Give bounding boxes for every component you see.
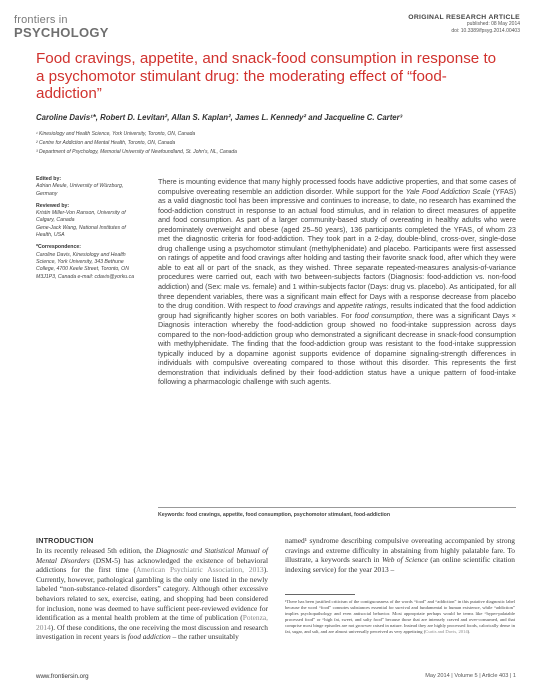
affiliation: ³ Department of Psychology, Memorial University of Newfoundland, St. John's, NL, Canada [36, 149, 237, 155]
correspondence-label: *Correspondence: [36, 244, 81, 251]
footnote-text: ). [467, 629, 471, 635]
body-text: ). Of these conditions, the one receiving the most discussion and research investigation in recent years is [36, 622, 268, 642]
body-emphasis: Diagnostic and Statistical Manual of Mental Disorders [36, 546, 268, 565]
body-text: – the rather unsuitably [170, 632, 239, 642]
footnote [285, 599, 515, 636]
author-list: Caroline Davis¹*, Robert D. Levitan², Allan S. Kaplan², James L. Kennedy² and Jacqueline C. Carter³ [36, 113, 403, 122]
abstract-text: and [320, 301, 338, 311]
body-column-right [285, 536, 515, 574]
abstract-text: (YFAS) as a valid diagnostic tool has been impressive and continues to increase, to date, no research has examined the food-addiction construct in response to an actual food stimulus, and in relation to direct measures of appetite and food consumption. As part of a larger community-based study of overeating in healthy adults who were predominately overweight and obese (aged 25–50 years), 136 participants completed the YFAS, of whom 23 met the diagnostic criteria for food-addiction. They took part in a 2-day, double-blind, cross-over, single-dose drug challenge using a psychomotor stimulant (methylphenidate) and placebo. Participants were first assessed on ratings of appetite and food cravings after holding and tasting their favorite snack food, after which they were able to eat all or part of the snack, as they wished. Three separate repeated-measures analysis-of-variance procedures were carried out, each with two between-subjects factors (Diagnosis: food-addiction vs. non-food addiction) and (Sex: male vs. female) and 1 within-subjects factor (Days: drug vs. placebo). As anticipated, for all three dependent variables, there was a significant main effect for Days with a response decrease from placebo to the drug condition. With respect to [158, 186, 516, 311]
article-title: Food cravings, appetite, and snack-food consumption in response to a psychomotor stimulant drug: the moderating effect of “food-addiction” [36, 50, 497, 102]
citation-link[interactable]: Curtis and Davis, 2014 [425, 629, 468, 635]
abstract-emphasis: Yale Food Addiction Scale [405, 186, 491, 196]
article-meta [408, 14, 520, 35]
article-type: ORIGINAL RESEARCH ARTICLE [408, 14, 520, 21]
body-column-left [36, 546, 268, 642]
published-date: published: 08 May 2014 [466, 21, 520, 27]
journal-logo [14, 14, 109, 44]
footer-website[interactable]: www.frontiersin.org [36, 673, 89, 680]
footnote-text: ¹There has been justified criticism of the contiguousness of the words “food” and “addiction” in this putative diagnostic label because the word “food” connotes substances essential for survival and fundamental to human existence, while “addiction” implies psychopathology and even antisocial behavior. Most appropriate perhaps would be terms like “hyper-palatable processed food” or “high fat, sweet, and salty food” because those that are intensely craved and over-consumed, and that comprise most binge episodes are not growwer raised in nature. Instead they are highly processed foods, calorically dense in fat, sugar, and salt, and are almost universally perceived as very appetizing ( [285, 599, 515, 635]
keywords-text: Keywords: food cravings, appetite, food consumption, psychomotor stimulant, food-addiction [158, 512, 391, 518]
abstract [158, 177, 516, 387]
citation-link[interactable]: Potenza, 2014 [36, 613, 268, 632]
body-text: (an online scientific citation indexing service) for the year 2013 – [285, 555, 515, 574]
citation-link[interactable]: American Psychiatric Association, 2013 [135, 565, 264, 575]
abstract-text: , there was a significant Days × Diagnosis interaction whereby the food-addiction group showed no food-intake suppression across days compared to the non-food-addiction group who demonstrated a significant decrease in snack-food consumption with methylphenidate. The finding that the food-addiction group was resistant to the food-intake suppression typically induced by a dopamine agonist supports evidence of dopamine signaling-strength differences in individuals with compulsive overeating compared to those without this disorder. This represents the first demonstration that individuals defined by their food-addiction status have a unique pattern of food-intake following a pharmacologic challenge with such agents. [158, 310, 516, 387]
correspondence-text: Caroline Davis, Kinesiology and Health Science, York University, 343 Bethune College, 4700 Keele Street, Toronto, ON M3J1P3, Canada e-mail: cdavis@yorku.ca [36, 251, 135, 280]
abstract-emphasis: food consumption [354, 310, 413, 320]
section-heading-introduction: INTRODUCTION [36, 536, 94, 545]
footer-citation: May 2014 | Volume 5 | Article 403 | 1 [425, 673, 516, 679]
reviewer-1: Kristin Miller-Von Ranson, University of Calgary, Canada [36, 210, 126, 224]
reviewed-by-label: Reviewed by: [36, 202, 70, 209]
logo-line-1: frontiers in [14, 14, 68, 26]
body-emphasis: food addiction [127, 632, 171, 642]
footnote-divider [285, 594, 355, 595]
editor-name: Adrian Meule, University of Würzburg, Germany [36, 183, 124, 197]
abstract-emphasis: food cravings [278, 301, 321, 311]
affiliation: ¹ Kinesiology and Health Science, York University, Toronto, ON, Canada [36, 131, 196, 137]
affiliation: ² Centre for Addiction and Mental Health, Toronto, ON, Canada [36, 140, 176, 146]
affiliations [36, 130, 496, 157]
reviewer-2: Gene-Jack Wang, National Institutes of Health, USA [36, 224, 126, 239]
abstract-text: There is mounting evidence that many highly processed foods have addictive properties, and that some cases of compulsive overeating resemble an addiction disorder. While support for the [158, 177, 516, 196]
body-text: named¹ syndrome describing compulsive overeating accompanied by strong cravings and extreme difficulty in abstaining from highly palatable fare. To illustrate, a keywords search in [285, 536, 515, 565]
editorial-sidebar [36, 176, 136, 286]
body-emphasis: Web of Science [381, 555, 428, 565]
keywords-divider [158, 507, 516, 508]
body-text: (DSM-5) has acknowledged the existence of behavioral addictions for the first time ( [36, 555, 269, 575]
keywords [158, 512, 516, 518]
abstract-text: , results indicated that the food addiction group had significantly higher scores on both variables. For [158, 301, 516, 320]
body-text: In its recently released 5th edition, the [36, 546, 156, 555]
doi[interactable]: doi: 10.3389/fpsyg.2014.00403 [451, 28, 520, 34]
logo-line-2: PSYCHOLOGY [14, 25, 109, 40]
abstract-emphasis: appetite ratings [337, 301, 387, 311]
edited-by-label: Edited by: [36, 176, 62, 182]
body-text: ). Currently, however, pathological gambling is the only one listed in the newly labeled “non-substance-related disorders” category. Although other excessive behaviors related to sex, exercise, eating, and shopping had been considered for inclusion, none was deemed to have sufficient peer-reviewed evidence for identification as a mental health problem at the time of publication ( [36, 565, 269, 623]
